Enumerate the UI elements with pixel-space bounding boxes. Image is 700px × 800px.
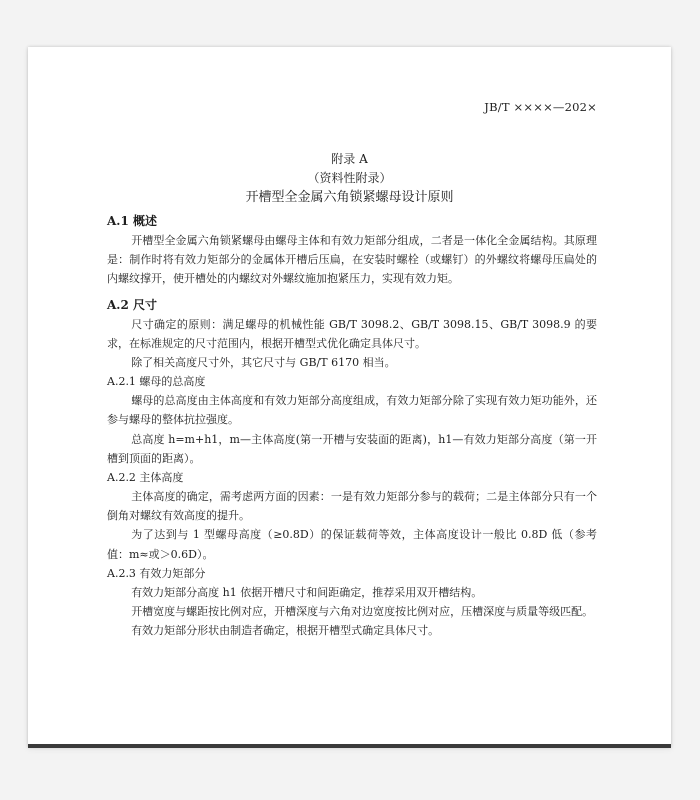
- section-a22-paragraph-2: 为了达到与 1 型螺母高度（≥0.8D）的保证载荷等效，主体高度设计一般比 0.8D 低（参考值：m≈或＞0.6D）。: [107, 528, 597, 561]
- section-heading-a1: A.1 概述: [107, 214, 158, 228]
- section-a22-paragraph-1: 主体高度的确定，需考虑两方面的因素：一是有效力矩部分参与的载荷；二是主体部分只有一个倒角对螺纹有效高度的提升。: [107, 490, 597, 523]
- section-a2-paragraph-2: 除了相关高度尺寸外，其它尺寸与 GB/T 6170 相当。: [131, 356, 396, 370]
- page-bottom-edge: [28, 744, 671, 748]
- section-heading-a23: A.2.3 有效力矩部分: [107, 566, 206, 580]
- document-page: [28, 47, 671, 747]
- title-block: [28, 150, 671, 208]
- section-a23-paragraph-1: 有效力矩部分高度 h1 依据开槽尺寸和间距确定，推荐采用双开槽结构。: [131, 585, 483, 599]
- appendix-label: 附录 A: [331, 152, 368, 166]
- section-a21-paragraph-1: 螺母的总高度由主体高度和有效力矩部分高度组成，有效力矩部分除了实现有效力矩功能外，还参与螺母的整体抗拉强度。: [107, 394, 597, 427]
- section-heading-a2: A.2 尺寸: [107, 297, 158, 312]
- appendix-type-note: （资料性附录）: [307, 171, 392, 185]
- standard-code: JB/T ××××—202×: [484, 100, 597, 114]
- section-a23-paragraph-3: 有效力矩部分形状由制造者确定，根据开槽型式确定具体尺寸。: [131, 624, 440, 638]
- section-a21-paragraph-2: 总高度 h=m+h1，m—主体高度(第一开槽与安装面的距离)，h1—有效力矩部分高度（第一开槽到顶面的距离）。: [107, 432, 597, 465]
- section-heading-a21: A.2.1 螺母的总高度: [107, 375, 206, 389]
- appendix-title: 开槽型全金属六角锁紧螺母设计原则: [245, 190, 454, 205]
- section-a23-paragraph-2: 开槽宽度与螺距按比例对应，开槽深度与六角对边宽度按比例对应，压槽深度与质量等级匹配。: [131, 605, 594, 619]
- section-heading-a22: A.2.2 主体高度: [107, 471, 184, 485]
- section-a1-paragraph-1: 开槽型全金属六角锁紧螺母由螺母主体和有效力矩部分组成，二者是一体化全金属结构。其原理是：制作时将有效力矩部分的金属体开槽后压扁，在安装时螺栓（或螺钉）的外螺纹将螺母压扁处的内螺纹撑开，使开槽处的内螺纹对外螺纹施加抱紧压力，实现有效力矩。: [107, 234, 597, 286]
- document-body: [107, 209, 597, 640]
- section-a2-paragraph-1: 尺寸确定的原则：满足螺母的机械性能 GB/T 3098.2、GB/T 3098.15、GB/T 3098.9 的要求，在标准规定的尺寸范围内，根据开槽型式优化确定具体尺寸。: [107, 317, 597, 350]
